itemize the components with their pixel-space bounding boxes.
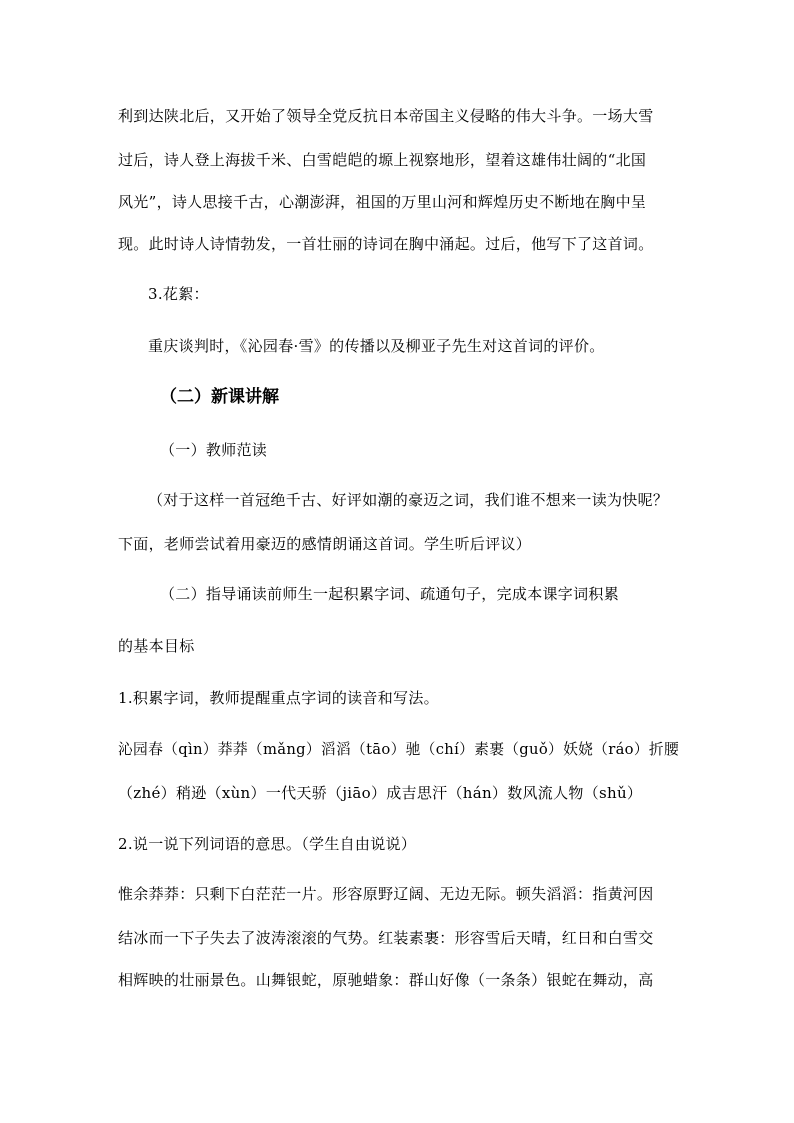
section3-text: 重庆谈判时，《沁园春·雪》的传播以及柳亚子先生对这首词的评价。 <box>148 337 605 355</box>
item1-line-1: 沁园春（qìn）莽莽（mǎng）滔滔（tāo）驰（chí）素裹（guǒ）妖娆（ráo）折腰 <box>118 741 680 758</box>
subsection1-line-1: （对于这样一首冠绝千古、好评如潮的豪迈之词，我们谁不想来一读为快呢？ <box>148 491 669 509</box>
item1-line-2: （zhé）稍逊（xùn）一代天骄（jiāo）成吉思汗（hán）数风流人物（shǔ） <box>118 784 643 802</box>
paragraph1-line-1: 利到达陕北后，又开始了领导全党反抗日本帝国主义侵略的伟大斗争。一场大雪 <box>118 107 654 125</box>
paragraph1-line-2: 过后，诗人登上海拔千米、白雪皑皑的塬上视察地形，望着这雄伟壮阔的“北国 <box>118 151 647 169</box>
item1-label: 1.积累字词，教师提醒重点字词的读音和写法。 <box>118 689 439 707</box>
section-heading: （二）新课讲解 <box>160 387 279 407</box>
paragraph1-line-3: 风光”，诗人思接千古，心潮澎湃，祖国的万里山河和辉煌历史不断地在胸中呈 <box>118 193 647 211</box>
item2-label: 2.说一说下列词语的意思。（学生自由说说） <box>118 835 417 853</box>
subsection1-label: （一）教师范读 <box>160 441 268 459</box>
subsection2-line-2: 的基本目标 <box>118 637 195 655</box>
item2-line-1: 惟余莽莽：只剩下白茫茫一片。形容原野辽阔、无边无际。顿失滔滔：指黄河因 <box>118 885 654 903</box>
paragraph1-line-4: 现。此时诗人诗情勃发，一首壮丽的诗词在胸中涌起。过后，他写下了这首词。 <box>118 235 654 253</box>
section3-label: 3.花絮： <box>148 285 209 303</box>
item2-line-3: 相辉映的壮丽景色。山舞银蛇，原驰蜡象：群山好像（一条条）银蛇在舞动，高 <box>118 971 654 989</box>
item2-line-2: 结冰而一下子失去了波涛滚滚的气势。红装素裹：形容雪后天晴，红日和白雪交 <box>118 929 654 947</box>
subsection1-line-2: 下面，老师尝试着用豪迈的感情朗诵这首词。学生听后评议） <box>118 535 532 553</box>
subsection2-line-1: （二）指导诵读前师生一起积累字词、疏通句子，完成本课字词积累 <box>160 585 620 603</box>
